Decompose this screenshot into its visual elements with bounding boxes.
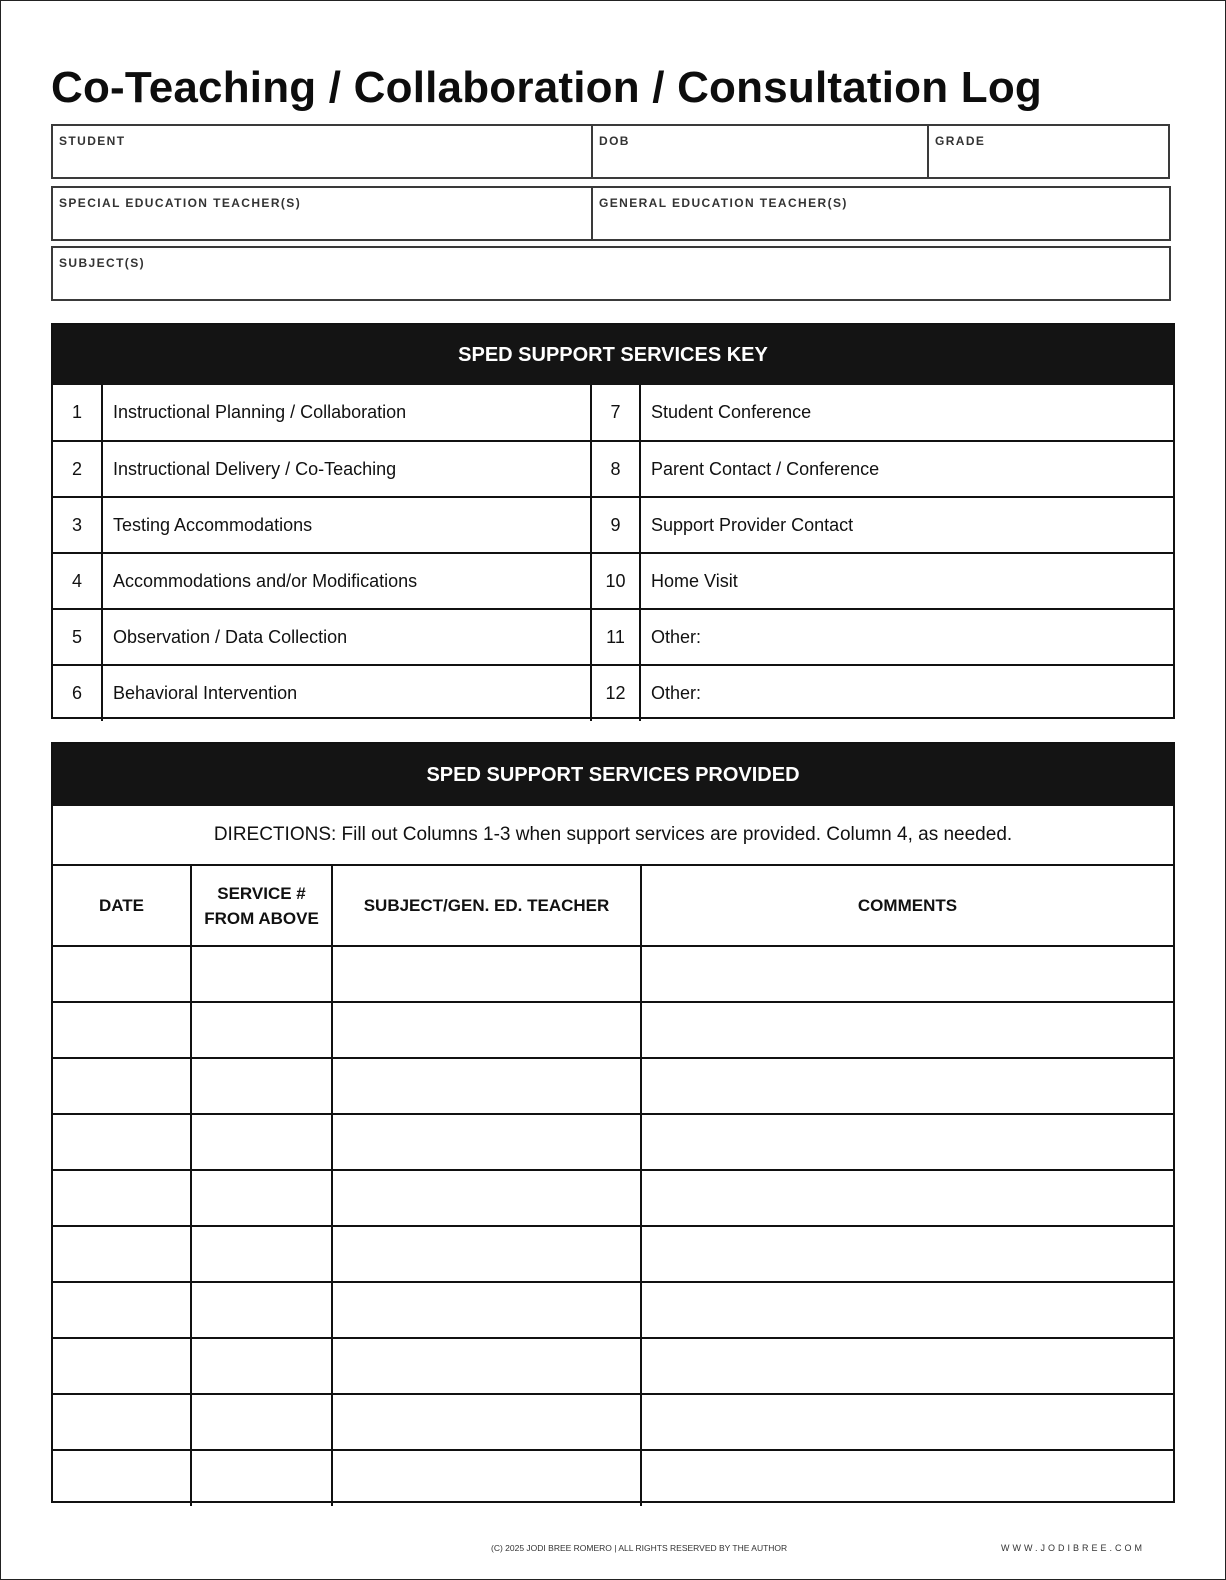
service-column-header (191, 866, 332, 946)
comments-cell[interactable] (641, 1170, 1173, 1226)
date-cell[interactable] (53, 1226, 191, 1282)
service-cell[interactable] (191, 1058, 332, 1114)
key-number-left: 6 (53, 665, 102, 721)
sped-teacher-label: SPECIAL EDUCATION TEACHER(S) (59, 196, 302, 210)
grade-field[interactable] (927, 126, 1168, 177)
key-row (53, 385, 1173, 441)
date-column-header: DATE (53, 866, 191, 946)
key-number-right: 12 (591, 665, 640, 721)
service-cell[interactable] (191, 1226, 332, 1282)
subject-cell[interactable] (332, 1058, 641, 1114)
service-header-line2: FROM ABOVE (204, 908, 319, 928)
key-label-right: Other: (640, 665, 1173, 721)
log-row (53, 1282, 1173, 1338)
key-number-right: 10 (591, 553, 640, 609)
services-key-header: SPED SUPPORT SERVICES KEY (53, 325, 1173, 385)
log-row (53, 946, 1173, 1002)
comments-cell[interactable] (641, 1282, 1173, 1338)
subject-cell[interactable] (332, 1114, 641, 1170)
key-number-left: 5 (53, 609, 102, 665)
date-cell[interactable] (53, 1450, 191, 1506)
key-number-right: 9 (591, 497, 640, 553)
services-provided-section (51, 742, 1175, 1503)
service-cell[interactable] (191, 1338, 332, 1394)
date-cell[interactable] (53, 1394, 191, 1450)
subjects-label: SUBJECT(S) (59, 256, 146, 270)
subjects-info-row (51, 246, 1171, 301)
teachers-info-row (51, 186, 1171, 241)
subject-cell[interactable] (332, 1226, 641, 1282)
subject-cell[interactable] (332, 1450, 641, 1506)
key-label-right: Support Provider Contact (640, 497, 1173, 553)
key-row (53, 665, 1173, 721)
service-cell[interactable] (191, 1394, 332, 1450)
subject-cell[interactable] (332, 1170, 641, 1226)
key-number-left: 1 (53, 385, 102, 441)
date-cell[interactable] (53, 1282, 191, 1338)
log-row (53, 1114, 1173, 1170)
log-row (53, 1170, 1173, 1226)
services-provided-header: SPED SUPPORT SERVICES PROVIDED (53, 744, 1173, 806)
date-cell[interactable] (53, 1114, 191, 1170)
date-cell[interactable] (53, 946, 191, 1002)
key-row (53, 609, 1173, 665)
gen-teacher-field[interactable] (591, 188, 1169, 239)
comments-cell[interactable] (641, 1226, 1173, 1282)
key-label-left: Testing Accommodations (102, 497, 591, 553)
dob-field[interactable] (591, 126, 927, 177)
log-row (53, 1394, 1173, 1450)
comments-cell[interactable] (641, 1058, 1173, 1114)
subject-cell[interactable] (332, 946, 641, 1002)
comments-cell[interactable] (641, 1338, 1173, 1394)
service-cell[interactable] (191, 1450, 332, 1506)
comments-cell[interactable] (641, 1394, 1173, 1450)
footer-url: WWW.JODIBREE.COM (1001, 1543, 1145, 1553)
key-label-left: Instructional Delivery / Co-Teaching (102, 441, 591, 497)
subject-cell[interactable] (332, 1394, 641, 1450)
key-label-right: Home Visit (640, 553, 1173, 609)
key-label-left: Behavioral Intervention (102, 665, 591, 721)
subjects-field[interactable] (53, 248, 1169, 299)
service-cell[interactable] (191, 1282, 332, 1338)
footer-copyright: (C) 2025 JODI BREE ROMERO | ALL RIGHTS RESERVED BY THE AUTHOR (491, 1543, 788, 1553)
comments-cell[interactable] (641, 1114, 1173, 1170)
subject-column-header: SUBJECT/GEN. ED. TEACHER (332, 866, 641, 946)
comments-cell[interactable] (641, 1002, 1173, 1058)
comments-column-header: COMMENTS (641, 866, 1173, 946)
key-label-left: Accommodations and/or Modifications (102, 553, 591, 609)
service-cell[interactable] (191, 946, 332, 1002)
date-cell[interactable] (53, 1058, 191, 1114)
key-row (53, 441, 1173, 497)
grade-label: GRADE (935, 134, 986, 148)
key-number-right: 8 (591, 441, 640, 497)
student-field[interactable] (53, 126, 591, 177)
log-row (53, 1338, 1173, 1394)
services-log-table (53, 866, 1173, 1506)
service-cell[interactable] (191, 1002, 332, 1058)
date-cell[interactable] (53, 1170, 191, 1226)
key-label-right: Student Conference (640, 385, 1173, 441)
key-number-left: 3 (53, 497, 102, 553)
sped-teacher-field[interactable] (53, 188, 591, 239)
key-label-right: Parent Contact / Conference (640, 441, 1173, 497)
service-cell[interactable] (191, 1170, 332, 1226)
key-label-right: Other: (640, 609, 1173, 665)
student-info-row (51, 124, 1170, 179)
services-key-table (53, 385, 1173, 721)
key-label-left: Observation / Data Collection (102, 609, 591, 665)
page-title: Co-Teaching / Collaboration / Consultation Log (51, 63, 1042, 112)
service-cell[interactable] (191, 1114, 332, 1170)
gen-teacher-label: GENERAL EDUCATION TEACHER(S) (599, 196, 848, 210)
key-row (53, 497, 1173, 553)
comments-cell[interactable] (641, 1450, 1173, 1506)
log-header-row (53, 866, 1173, 946)
log-row (53, 1226, 1173, 1282)
key-number-left: 4 (53, 553, 102, 609)
key-number-left: 2 (53, 441, 102, 497)
subject-cell[interactable] (332, 1338, 641, 1394)
log-row (53, 1058, 1173, 1114)
services-key-section (51, 323, 1175, 719)
date-cell[interactable] (53, 1002, 191, 1058)
log-row (53, 1002, 1173, 1058)
comments-cell[interactable] (641, 946, 1173, 1002)
date-cell[interactable] (53, 1338, 191, 1394)
subject-cell[interactable] (332, 1002, 641, 1058)
key-label-left: Instructional Planning / Collaboration (102, 385, 591, 441)
directions-text: DIRECTIONS: Fill out Columns 1-3 when support services are provided. Column 4, as needed. (53, 806, 1173, 866)
key-number-right: 7 (591, 385, 640, 441)
key-number-right: 11 (591, 609, 640, 665)
log-row (53, 1450, 1173, 1506)
service-header-line1: SERVICE # (217, 883, 306, 903)
key-row (53, 553, 1173, 609)
student-label: STUDENT (59, 134, 126, 148)
subject-cell[interactable] (332, 1282, 641, 1338)
dob-label: DOB (599, 134, 630, 148)
